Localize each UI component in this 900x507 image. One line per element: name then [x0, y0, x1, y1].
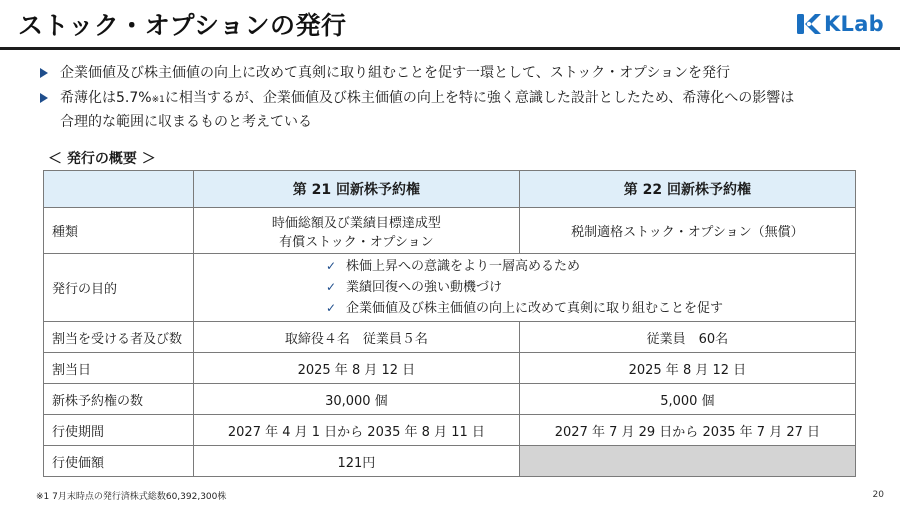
list-item [326, 277, 723, 298]
bullet-text [60, 87, 794, 133]
table-cell: 従業員 60名 [519, 322, 855, 353]
purpose-text: 株価上昇への意識をより一層高めるため [346, 259, 581, 274]
table-cell: 2027 年 7 月 29 日から 2035 年 7 月 27 日 [519, 415, 855, 446]
table-cell: 取締役４名 従業員５名 [194, 322, 520, 353]
footnote: ※1 7月末時点の発行済株式総数60,392,300株 [36, 492, 227, 502]
check-icon: ✓ [325, 301, 337, 315]
table-cell: 2025 年 8 月 12 日 [519, 353, 855, 384]
table-row [44, 415, 856, 446]
row-label: 行使期間 [44, 415, 194, 446]
purpose-list [326, 256, 723, 319]
table-cell: 30,000 個 [194, 384, 520, 415]
overview-table [43, 170, 856, 477]
list-item [326, 256, 723, 277]
check-icon: ✓ [325, 280, 337, 294]
table-cell: 5,000 個 [519, 384, 855, 415]
section-label: ＜ 発行の概要 ＞ [48, 151, 156, 167]
table-cell: 税制適格ストック・オプション（無償） [519, 208, 855, 254]
table-corner [44, 171, 194, 208]
row-label: 新株予約権の数 [44, 384, 194, 415]
bullet-text-line2: 合理的な範囲に収まるものと考えている [60, 114, 312, 130]
empty-cell [519, 446, 855, 477]
bullet-item [40, 62, 860, 84]
row-label: 割当日 [44, 353, 194, 384]
triangle-right-icon [40, 93, 48, 103]
purpose-text: 業績回復への強い動機づけ [346, 280, 503, 295]
triangle-right-icon [40, 68, 48, 78]
table-row [44, 446, 856, 477]
page-title: ストック・オプションの発行 [18, 11, 347, 40]
title-divider [0, 47, 900, 50]
row-label: 発行の目的 [44, 254, 194, 322]
table-cell: 2025 年 8 月 12 日 [194, 353, 520, 384]
bullet-text: 企業価値及び株主価値の向上に改めて真剣に取り組むことを促す一環として、ストック・オプションを発行 [60, 65, 731, 81]
column-header: 第 22 回新株予約権 [519, 171, 855, 208]
row-label: 割当を受ける者及び数 [44, 322, 194, 353]
note-mark: ※1 [151, 95, 165, 105]
check-icon: ✓ [325, 259, 337, 273]
cell-line: 有償ストック・オプション [279, 234, 434, 250]
table-row [44, 322, 856, 353]
page-number: 20 [872, 490, 884, 500]
table-cell [194, 208, 520, 254]
table-row [44, 254, 856, 322]
table-row [44, 353, 856, 384]
column-header: 第 21 回新株予約権 [194, 171, 520, 208]
dilution-text: 希薄化は5.7% [60, 90, 152, 106]
klab-logo-icon [797, 13, 823, 35]
bullet-item [40, 87, 860, 133]
table-cell: 2027 年 4 月 1 日から 2035 年 8 月 11 日 [194, 415, 520, 446]
row-label: 種類 [44, 208, 194, 254]
cell-line: 時価総額及び業績目標達成型 [271, 215, 441, 231]
table-cell: 121円 [194, 446, 520, 477]
table-row [44, 384, 856, 415]
purpose-text: 企業価値及び株主価値の向上に改めて真剣に取り組むことを促す [346, 301, 724, 316]
purpose-cell [194, 254, 856, 322]
list-item [326, 298, 723, 319]
bullet-text-cont: に相当するが、企業価値及び株主価値の向上を特に強く意識した設計としたため、希薄化への影響は [164, 90, 795, 106]
logo-text: KLab [823, 12, 884, 36]
table-row [44, 208, 856, 254]
row-label: 行使価額 [44, 446, 194, 477]
table-header-row [44, 171, 856, 208]
klab-logo [797, 12, 884, 36]
bullet-list [40, 62, 860, 136]
